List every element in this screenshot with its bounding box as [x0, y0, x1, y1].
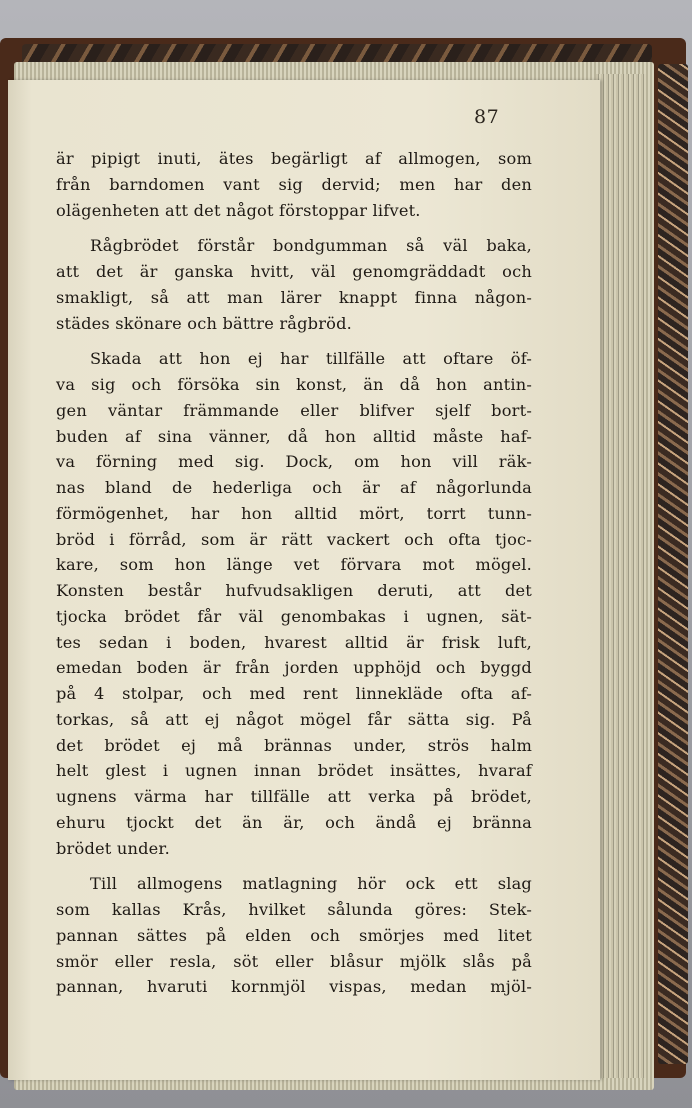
text-line: Till allmogens matlagning hör ock ett slag	[90, 874, 532, 894]
text-line: tjocka brödet får väl genombakas i ugnen, sät-	[56, 606, 532, 626]
text-line: torkas, så att ej något mögel får sätta sig. På	[56, 709, 532, 729]
page-text	[56, 146, 532, 1000]
text-line: smakligt, så att man lärer knappt finna någon-	[56, 287, 532, 307]
marbled-edge	[658, 64, 688, 1064]
page-edges	[596, 74, 646, 1078]
text-line: är pipigt inuti, ätes begärligt af allmogen, som	[56, 149, 532, 168]
text-line: pannan sättes på elden och smörjes med litet	[56, 925, 532, 945]
paragraph-gap	[56, 223, 532, 233]
text-line: emedan boden är från jorden upphöjd och byggd	[56, 658, 532, 678]
text-line: bröd i förråd, som är rätt vackert och ofta tjoc-	[56, 529, 532, 549]
text-line: Konsten består hufvudsakligen deruti, att det	[56, 581, 532, 600]
text-line: ehuru tjockt det än är, och ändå ej bränna	[56, 812, 532, 832]
text-line: Skada att hon ej har tillfälle att oftare öf-	[90, 349, 532, 369]
page-number: 87	[474, 106, 500, 128]
text-line: ugnens värma har tillfälle att verka på brödet,	[56, 787, 532, 806]
text-line: tes sedan i boden, hvarest alltid är frisk luft,	[56, 632, 532, 652]
text-line: olägenheten att det något förstoppar lifvet.	[56, 200, 421, 220]
text-line: det brödet ej må brännas under, strös halm	[56, 735, 532, 755]
text-line: som kallas Krås, hvilket sålunda göres: Stek-	[56, 900, 532, 919]
text-line: på 4 stolpar, och med rent linnekläde ofta af-	[56, 684, 532, 703]
text-line: nas bland de hederliga och är af någorlunda	[56, 478, 532, 497]
text-line: helt glest i ugnen innan brödet insättes, hvaraf	[56, 761, 532, 781]
text-line: va förning med sig. Dock, om hon vill räk-	[56, 452, 532, 472]
text-line: att det är ganska hvitt, väl genomgräddadt och	[56, 262, 532, 281]
paragraph-gap	[56, 861, 532, 871]
text-line: städes skönare och bättre rågbröd.	[56, 313, 353, 333]
text-line: buden af sina vänner, då hon alltid måste haf-	[56, 426, 532, 446]
text-line: va sig och försöka sin konst, än då hon antin-	[56, 375, 532, 394]
text-line: förmögenhet, har hon alltid mört, torrt tunn-	[56, 503, 532, 523]
text-line: pannan, hvaruti kornmjöl vispas, medan mjöl-	[56, 977, 532, 997]
text-line: brödet under.	[56, 838, 170, 858]
text-line: gen väntar främmande eller blifver sjelf bort-	[56, 400, 532, 420]
paragraph-gap	[56, 336, 532, 346]
text-line: smör eller resla, söt eller blåsur mjölk slås på	[56, 951, 532, 971]
text-line: kare, som hon länge vet förvara mot mögel.	[56, 555, 532, 575]
text-line: från barndomen vant sig dervid; men har den	[56, 174, 532, 194]
text-line: Rågbrödet förstår bondgumman så väl baka,	[90, 236, 532, 256]
